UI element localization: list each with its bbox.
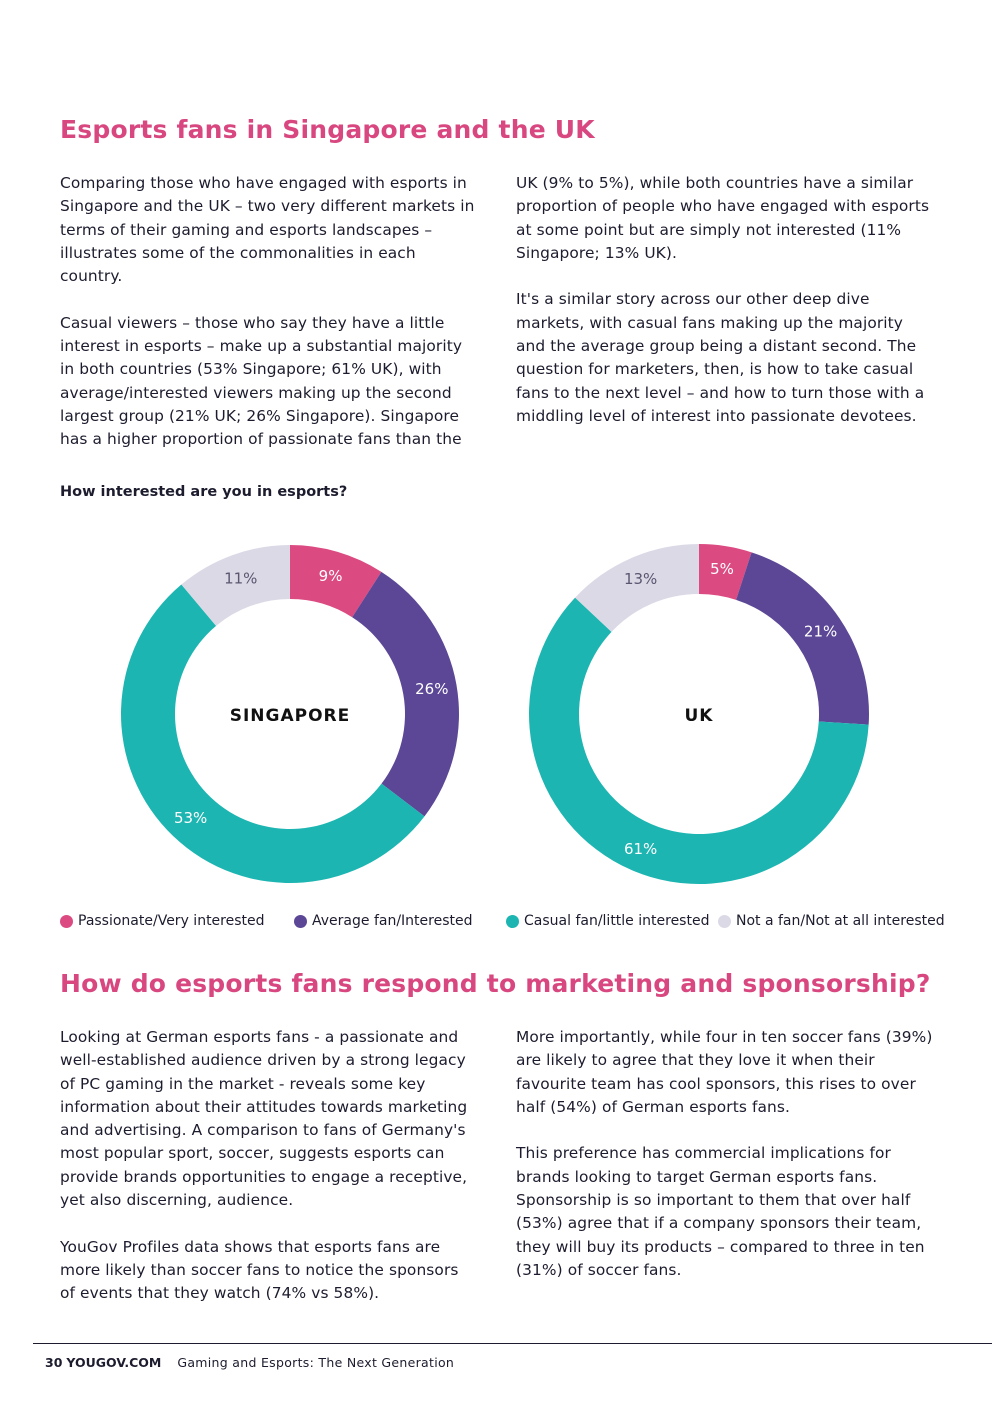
- section1-left-column: [60, 172, 478, 475]
- publication-title: Gaming and Esports: The Next Generation: [177, 1355, 455, 1370]
- slice-value-label: 5%: [710, 559, 734, 578]
- legend-swatch: [60, 915, 73, 928]
- legend-label: Casual fan/little interested: [524, 913, 710, 929]
- section2-left-column: [60, 1026, 478, 1329]
- footer-divider: [33, 1343, 992, 1344]
- section2-right-column: [516, 1026, 934, 1306]
- page-footer: [45, 1355, 454, 1370]
- paragraph: Looking at German esports fans - a passionate and well-established audience driven by a strong legacy of PC gaming in the market - reveals some key information about their attitudes towards marketing and advertising. A comparison to fans of Germany's most popular sport, soccer, suggests esports can provide brands opportunities to engage a receptive, yet also discerning, audience.: [60, 1028, 468, 1210]
- legend-label: Passionate/Very interested: [78, 913, 265, 929]
- paragraph: Comparing those who have engaged with esports in Singapore and the UK – two very different markets in terms of their gaming and esports landscapes – illustrates some of the commonalities in each country.: [60, 174, 475, 286]
- paragraph: YouGov Profiles data shows that esports fans are more likely than soccer fans to notice the sponsors of events that they watch (74% vs 58%).: [60, 1237, 459, 1303]
- slice-value-label: 11%: [224, 569, 258, 588]
- legend-item: [294, 913, 473, 929]
- paragraph: UK (9% to 5%), while both countries have a similar proportion of people who have engaged with esports at some point but are simply not interested (11% Singapore; 13% UK).: [516, 174, 930, 262]
- chart-legend: [60, 913, 945, 935]
- paragraph: Casual viewers – those who say they have a little interest in esports – make up a substantial majority in both countries (53% Singapore; 61% UK), with average/interested viewers making up the second largest group (21% UK; 26% Singapore). Singapore has a higher proportion of passionate fans than the: [60, 313, 463, 449]
- slice-value-label: 21%: [803, 622, 838, 641]
- section-title-singapore-uk: Esports fans in Singapore and the UK: [60, 115, 595, 144]
- site-link[interactable]: YOUGOV.COM: [66, 1355, 162, 1370]
- paragraph: It's a similar story across our other deep dive markets, with casual fans making up the majority and the average group being a distant second. The question for marketers, then, is how to take casual fans to the next level – and how to turn those with a middling level of interest into passionate devotees.: [516, 290, 925, 425]
- slice-value-label: 61%: [623, 839, 658, 858]
- legend-swatch: [294, 915, 307, 928]
- legend-item: [718, 913, 945, 929]
- donut-center-title: SINGAPORE: [229, 706, 351, 726]
- paragraph: This preference has commercial implications for brands looking to target German esports fans. Sponsorship is so important to them that over half (53%) agree that if a company sponsors their team, they will buy its products – compared to three in ten (31%) of soccer fans.: [516, 1144, 925, 1279]
- donut-charts: [0, 520, 992, 900]
- legend-label: Average fan/Interested: [312, 913, 473, 929]
- page-number: 30: [45, 1355, 63, 1370]
- section-title-marketing: How do esports fans respond to marketing and sponsorship?: [60, 969, 931, 998]
- chart-question: How interested are you in esports?: [60, 484, 348, 500]
- donut-center-title: UK: [684, 706, 714, 726]
- paragraph: More importantly, while four in ten soccer fans (39%) are likely to agree that they love it when their favourite team has cool sponsors, this rises to over half (54%) of German esports fans.: [516, 1028, 933, 1116]
- slice-value-label: 53%: [173, 809, 208, 828]
- legend-swatch: [718, 915, 731, 928]
- donut-slice: [736, 552, 869, 724]
- section1-right-column: [516, 172, 934, 452]
- slice-value-label: 13%: [623, 570, 658, 589]
- legend-item: [506, 913, 709, 929]
- legend-swatch: [506, 915, 519, 928]
- legend-label: Not a fan/Not at all interested: [736, 913, 945, 929]
- slice-value-label: 26%: [415, 679, 449, 698]
- legend-item: [60, 913, 265, 929]
- slice-value-label: 9%: [318, 566, 343, 585]
